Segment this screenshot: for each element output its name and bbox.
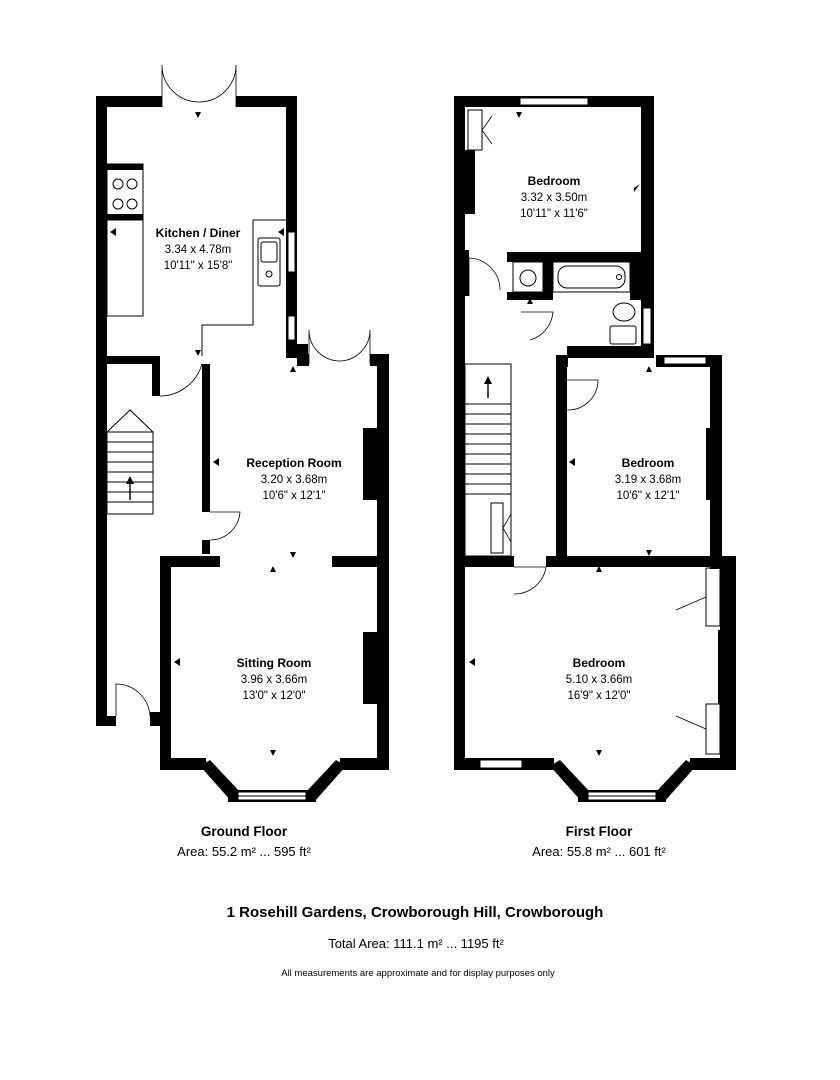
room-label-bedroom-2 <box>615 456 681 502</box>
ground-floor-label: Ground Floor <box>200 824 288 839</box>
room-metric: 3.34 x 4.78m <box>164 244 232 256</box>
ground-floor-area: Area: 55.2 m² ... 595 ft² <box>177 844 311 859</box>
property-title: 1 Rosehill Gardens, Crowborough Hill, Crowborough <box>226 904 604 921</box>
room-name: Kitchen / Diner <box>155 226 241 240</box>
room-name: Bedroom <box>527 174 581 188</box>
room-metric: 3.20 x 3.68m <box>260 474 328 486</box>
room-label-bedroom-1 <box>520 174 588 220</box>
room-metric: 3.19 x 3.68m <box>614 474 682 486</box>
disclaimer: All measurements are approximate and for display purposes only <box>281 968 555 979</box>
room-label-kitchen-diner <box>156 226 241 272</box>
room-label-reception-room <box>246 456 341 502</box>
room-imperial: 16'9" x 12'0" <box>567 690 631 702</box>
first-floor-label: First Floor <box>565 824 633 839</box>
room-imperial: 10'11" x 15'8" <box>163 260 233 272</box>
room-metric: 3.96 x 3.66m <box>240 674 308 686</box>
room-imperial: 10'6" x 12'1" <box>262 490 326 502</box>
room-imperial: 13'0" x 12'0" <box>242 690 306 702</box>
room-imperial: 10'6" x 12'1" <box>616 490 680 502</box>
total-area: Total Area: 111.1 m² ... 1195 ft² <box>328 936 504 951</box>
room-label-bedroom-3 <box>566 656 632 702</box>
room-metric: 3.32 x 3.50m <box>520 192 588 204</box>
room-name: Bedroom <box>572 656 626 670</box>
first-floor-area: Area: 55.8 m² ... 601 ft² <box>532 844 666 859</box>
room-name: Bedroom <box>621 456 675 470</box>
room-metric: 5.10 x 3.66m <box>565 674 633 686</box>
room-name: Sitting Room <box>236 656 312 670</box>
room-name: Reception Room <box>246 456 342 470</box>
room-imperial: 10'11" x 11'6" <box>520 208 588 220</box>
room-label-sitting-room <box>237 656 312 702</box>
